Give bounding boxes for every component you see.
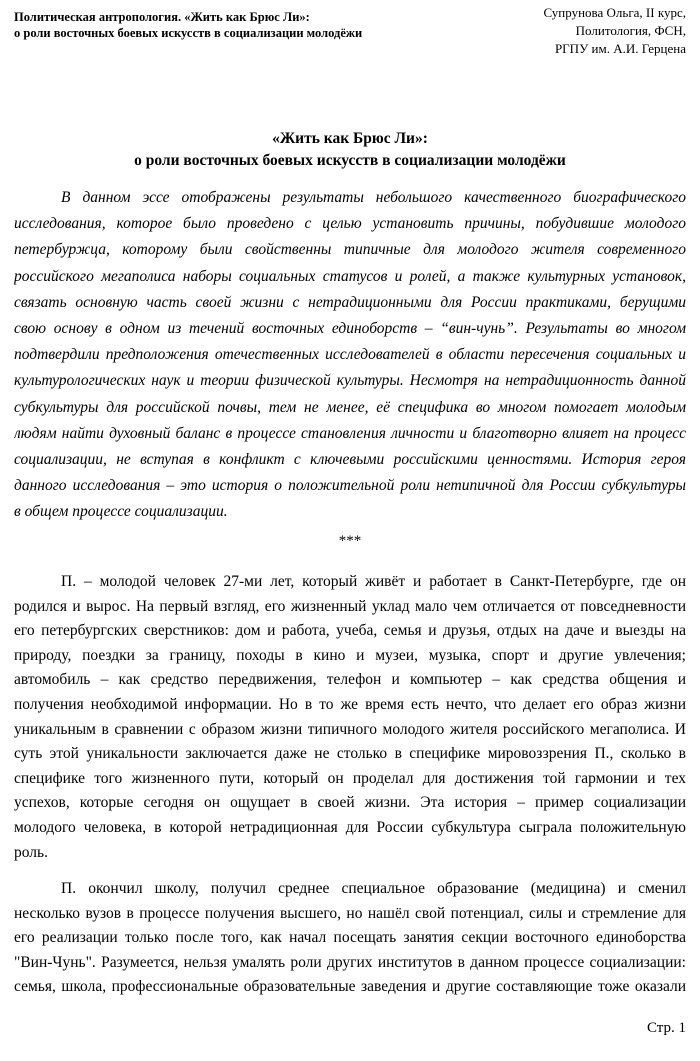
text-line: П. – молодой человек 27-ми лет, который живёт и работает в Санкт-Петербурге, где он bbox=[61, 573, 686, 590]
text-line: П. окончил школу, получил среднее специальное образование (медицина) и сменил bbox=[61, 880, 686, 897]
author-line: Политология, ФСН, bbox=[575, 23, 686, 38]
text-line: суть этой уникальности заключается даже не столько в специфике мировоззрения П., сколько в bbox=[14, 745, 686, 763]
text-line: природу, поездки за границу, походы в кино и музеи, музыка, спорт и другие увлечения; bbox=[14, 646, 686, 664]
text-line: его реализации только после того, как начал посещать занятия секции восточного единоборства bbox=[14, 929, 686, 947]
paragraph-2 bbox=[14, 877, 686, 1000]
text-line: исследования, которое было проведено с целью установить причины, побудившие молодого bbox=[14, 215, 686, 233]
title-line: о роли восточных боевых искусств в социализации молодёжи bbox=[134, 152, 566, 169]
text-line: подтвердили предположения отечественных исследователей в области пересечения социальных и bbox=[14, 346, 686, 364]
text-line: уникальным в сравнении с образом жизни типичного молодого жителя российского мегаполиса. И bbox=[14, 720, 686, 738]
header-line: Политическая антропология. «Жить как Брюс Ли»: bbox=[14, 10, 310, 24]
running-header-author bbox=[543, 4, 686, 58]
text-line: культурологических наук и теории физической культуры. Несмотря на нетрадиционность данной bbox=[14, 372, 686, 390]
text-line: семья, школа, профессиональные образовательные заведения и другие составляющие тоже оказали bbox=[14, 978, 686, 996]
text-line: получения необходимой информации. Но в то же время есть нечто, что делает его образ жизни bbox=[14, 695, 686, 713]
document-title bbox=[0, 128, 700, 172]
text-line: несколько вузов в процессе получения высшего, но нашёл свой потенциал, силы и стремление для bbox=[14, 904, 686, 922]
text-line: успехов, которые сегодня он ощущает в своей жизни. Эта история – пример социализации bbox=[14, 794, 686, 812]
text-line: связать основную часть своей жизни с нетрадиционными для России практиками, берущими bbox=[14, 293, 686, 311]
text-line: В данном эссе отображены результаты небольшого качественного биографического bbox=[61, 189, 686, 206]
abstract bbox=[14, 185, 686, 525]
title-line: «Жить как Брюс Ли»: bbox=[272, 130, 428, 147]
paragraph-1 bbox=[14, 570, 686, 865]
text-line: свою основу в одном из течений восточных единоборств – “вин-чунь”. Результаты во многом bbox=[14, 319, 686, 337]
author-line: РГПУ им. А.И. Герцена bbox=[554, 41, 686, 56]
text-line: данного исследования – это история о положительной роли нетипичной для России субкультуры bbox=[14, 477, 686, 495]
text-line: родился и вырос. На первый взгляд, его жизненный уклад мало чем отличается от повседневности bbox=[14, 597, 686, 615]
text-line: социализации, не вступая в конфликт с ключевыми российскими ценностями. История героя bbox=[14, 450, 686, 468]
text-line: его петербургских сверстников: дом и работа, учеба, семья и друзья, отдых на даче и выезды на bbox=[14, 622, 686, 640]
text-line: людям найти духовный баланс в процессе становления личности и благотворно влияет на процесс bbox=[14, 424, 686, 442]
text-line: специфике того жизненного пути, который он проделал для достижения той гармонии и тех bbox=[14, 769, 686, 787]
section-separator: *** bbox=[338, 533, 362, 549]
text-line: автомобиль – как средство передвижения, телефон и компьютер – как средства общения и bbox=[14, 671, 686, 689]
text-line: роль. bbox=[14, 843, 48, 861]
author-line: Супрунова Ольга, II курс, bbox=[543, 5, 686, 20]
running-header-title bbox=[14, 9, 362, 41]
text-line: субкультуры для российской почвы, тем не менее, её специфика во многом помогает молодым bbox=[14, 398, 686, 416]
text-line: "Вин-Чунь". Разумеется, нельзя умалять роли других институтов в данном процессе социализации: bbox=[14, 953, 686, 971]
text-line: в общем процессе социализации. bbox=[14, 503, 228, 521]
text-line: молодого человека, в которой нетрадиционная для России субкультура сыграла положительную bbox=[14, 818, 686, 836]
text-line: российского мегаполиса наборы социальных статусов и ролей, а также культурных установок, bbox=[14, 267, 686, 285]
page-number: Стр. 1 bbox=[646, 1020, 686, 1036]
text-line: петербуржца, которому были свойственны типичные для молодого жителя современного bbox=[14, 241, 686, 259]
header-line: о роли восточных боевых искусств в социализации молодёжи bbox=[14, 26, 363, 40]
